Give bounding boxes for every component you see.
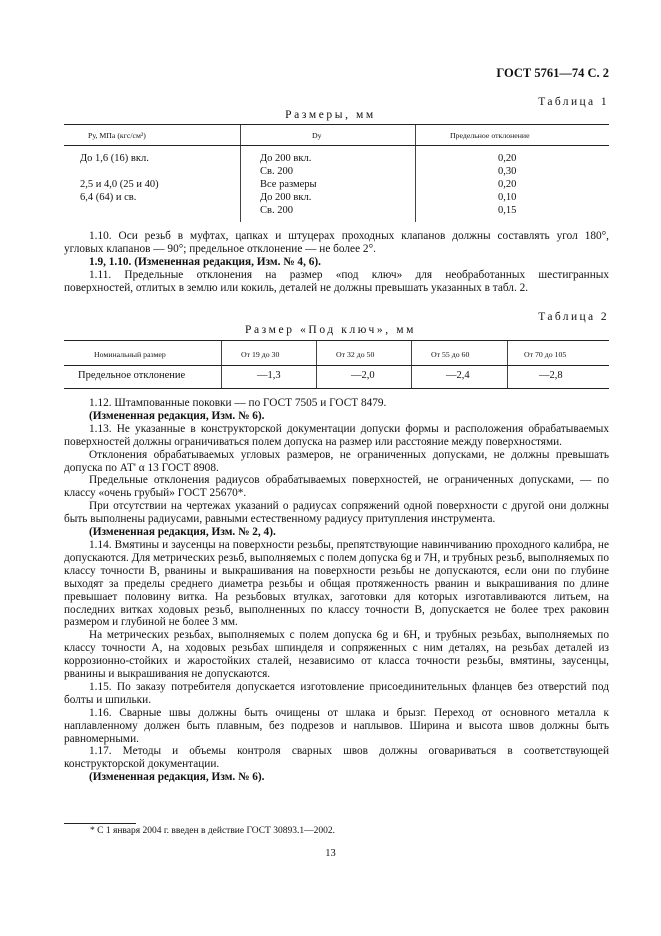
table1-header-dn: Dу <box>312 131 322 140</box>
table1-cell: До 1,6 (16) вкл. <box>80 153 149 164</box>
amendment-note: 1.9, 1.10. (Измененная редакция, Изм. № 4, 6). <box>89 255 321 268</box>
table2-header: От 55 до 60 <box>431 350 470 359</box>
table2-header: От 70 до 105 <box>524 350 567 359</box>
document-header: ГОСТ 5761—74 С. 2 <box>496 66 609 80</box>
table2-title: Размер «Под ключ», мм <box>244 324 416 336</box>
paragraph: 1.11. Предельные отклонения на размер «под ключ» для необработанных шестигранных <box>89 268 609 281</box>
amendment-note: (Измененная редакция, Изм. № 6). <box>89 771 265 784</box>
table1-cell: Все размеры <box>260 179 317 190</box>
table1-header-rule <box>64 145 609 146</box>
paragraph: поверхностей, отлитых в землю или кокиль, деталей не должны превышать указанных в табл. 2. <box>64 281 529 294</box>
table1-cell: До 200 вкл. <box>260 153 312 164</box>
table1-cell: До 200 вкл. <box>260 192 312 203</box>
paragraph: Предельные отклонения радиусов обрабатываемых поверхностей, не ограниченных допусками, — по классу «очень грубый» ГОСТ 25670*. <box>64 474 609 500</box>
footnote: * С 1 января 2004 г. введен в действие ГОСТ 30893.1—2002. <box>90 826 335 836</box>
table2-header: От 32 до 50 <box>336 350 375 359</box>
paragraph: Отклонения обрабатываемых угловых размеров, не ограниченных допусками, не должны превышать допуска по АТ' α 13 ГОСТ 8908. <box>64 448 609 474</box>
table2-cell: —1,3 <box>257 370 281 381</box>
table1-cell: 0,30 <box>498 166 517 177</box>
table1-cell: 6,4 (64) и св. <box>80 192 137 203</box>
paragraph-1-17: 1.17. Методы и объемы контроля сварных швов должны оговариваться в соответствующей конструкторской документации. <box>64 745 609 771</box>
paragraph-1-12: 1.12. Штампованные поковки — по ГОСТ 7505 и ГОСТ 8479. <box>89 397 387 409</box>
table1-title: Размеры, мм <box>285 109 376 121</box>
table1-cell: 2,5 и 4,0 (25 и 40) <box>80 179 159 190</box>
table2-cell: Предельное отклонение <box>78 370 186 381</box>
amendment-note: (Измененная редакция, Изм. № 2, 4). <box>89 526 276 539</box>
table1-body-divider <box>240 146 241 222</box>
paragraph-1-15: 1.15. По заказу потребителя допускается изготовление присоединительных фланцев без отверстий под болты и шпильки. <box>64 680 609 706</box>
table1-header-divider <box>415 125 416 145</box>
table2-header: Номинальный размер <box>94 350 166 359</box>
paragraph-1-16: 1.16. Сварные швы должны быть очищены от шлака и брызг. Переход от основного металла к наплавленному должен быть плавным, без подрезов и наплывов. Ширина и высота швов должны быть равномерными. <box>64 706 609 745</box>
table2-header: От 19 до 30 <box>241 350 280 359</box>
page-number: 13 <box>325 848 336 859</box>
footnote-rule <box>64 823 136 824</box>
table1-top-rule <box>64 124 609 125</box>
table2-bottom-rule <box>64 388 609 389</box>
table1-header-divider <box>240 125 241 145</box>
table1-cell: 0,20 <box>498 153 517 164</box>
table1-body-divider <box>415 146 416 222</box>
table2-cell: —2,0 <box>351 370 375 381</box>
paragraph: угловых клапанов — 90°; предельное отклонение — не более 2°. <box>64 242 376 255</box>
paragraph: На метрических резьбах, выполняемых с полем допуска 6g и 6H, и трубных резьбах, выполняемых по классу точности А, на ходовых резьбах шпинделя и сопряженных с ним деталях, на резьбах деталей из коррозионно-стойких и жаростойких сталей, независимо от класса точности резьбы, вмятины, заусенцы, рванины и выкрашивания не допускаются. <box>64 629 609 681</box>
paragraph-1-13: 1.13. Не указанные в конструкторской документации допуски формы и расположения обрабатываемых поверхностей должны ограничиваться полем допуска на размер или расстояние между поверхностями. <box>64 422 609 448</box>
paragraph: 1.10. Оси резьб в муфтах, цапках и штуцерах проходных клапанов должны составлять угол 180°, <box>89 230 609 242</box>
table1-cell: 0,20 <box>498 179 517 190</box>
paragraph: При отсутствии на чертежах указаний о радиусах сопряжений одной поверхности с другой они должны быть выполнены радиусами, равными естественному радиусу притупления инструмента. <box>64 500 609 526</box>
table1-cell: 0,15 <box>498 205 517 216</box>
table1-label: Таблица 1 <box>538 96 609 108</box>
paragraph-1-14: 1.14. Вмятины и заусенцы на поверхности резьбы, препятствующие навинчиванию проходного калибра, не допускаются. Для метрических резьб, выполняемых с полем допуска 6g и 7H, и трубных резьб, выполняемых по классу точности В, рванины и выкрашивания на поверхности резьбы не допускаются, если они по глубине выходят за пределы среднего диаметра резьбы и общая протяженность рванин и выкрашивания по длине превышает половину витка. На резьбовых втулках, заготовки для которых изготавливаются литьем, на последних витках ходовых резьб, выполненных по классу точности В, допускается не более трех раковин размером и глубиной не более 3 мм. <box>64 538 609 629</box>
body-text <box>64 397 609 784</box>
table2-cell: —2,8 <box>539 370 563 381</box>
table2-top-rule <box>64 340 609 341</box>
table2-header-rule <box>64 365 609 366</box>
table1-header-deviation: Предельное отклонение <box>450 131 530 140</box>
table1-cell: Св. 200 <box>260 166 293 177</box>
table1-cell: Св. 200 <box>260 205 293 216</box>
amendment-note: (Измененная редакция, Изм. № 6). <box>89 409 265 422</box>
table1-cell: 0,10 <box>498 192 517 203</box>
table2-label: Таблица 2 <box>538 311 609 323</box>
table1-header-pressure: Pу, МПа (кгс/см²) <box>88 131 146 140</box>
section-110-111 <box>64 230 609 295</box>
table2-cell: —2,4 <box>446 370 470 381</box>
